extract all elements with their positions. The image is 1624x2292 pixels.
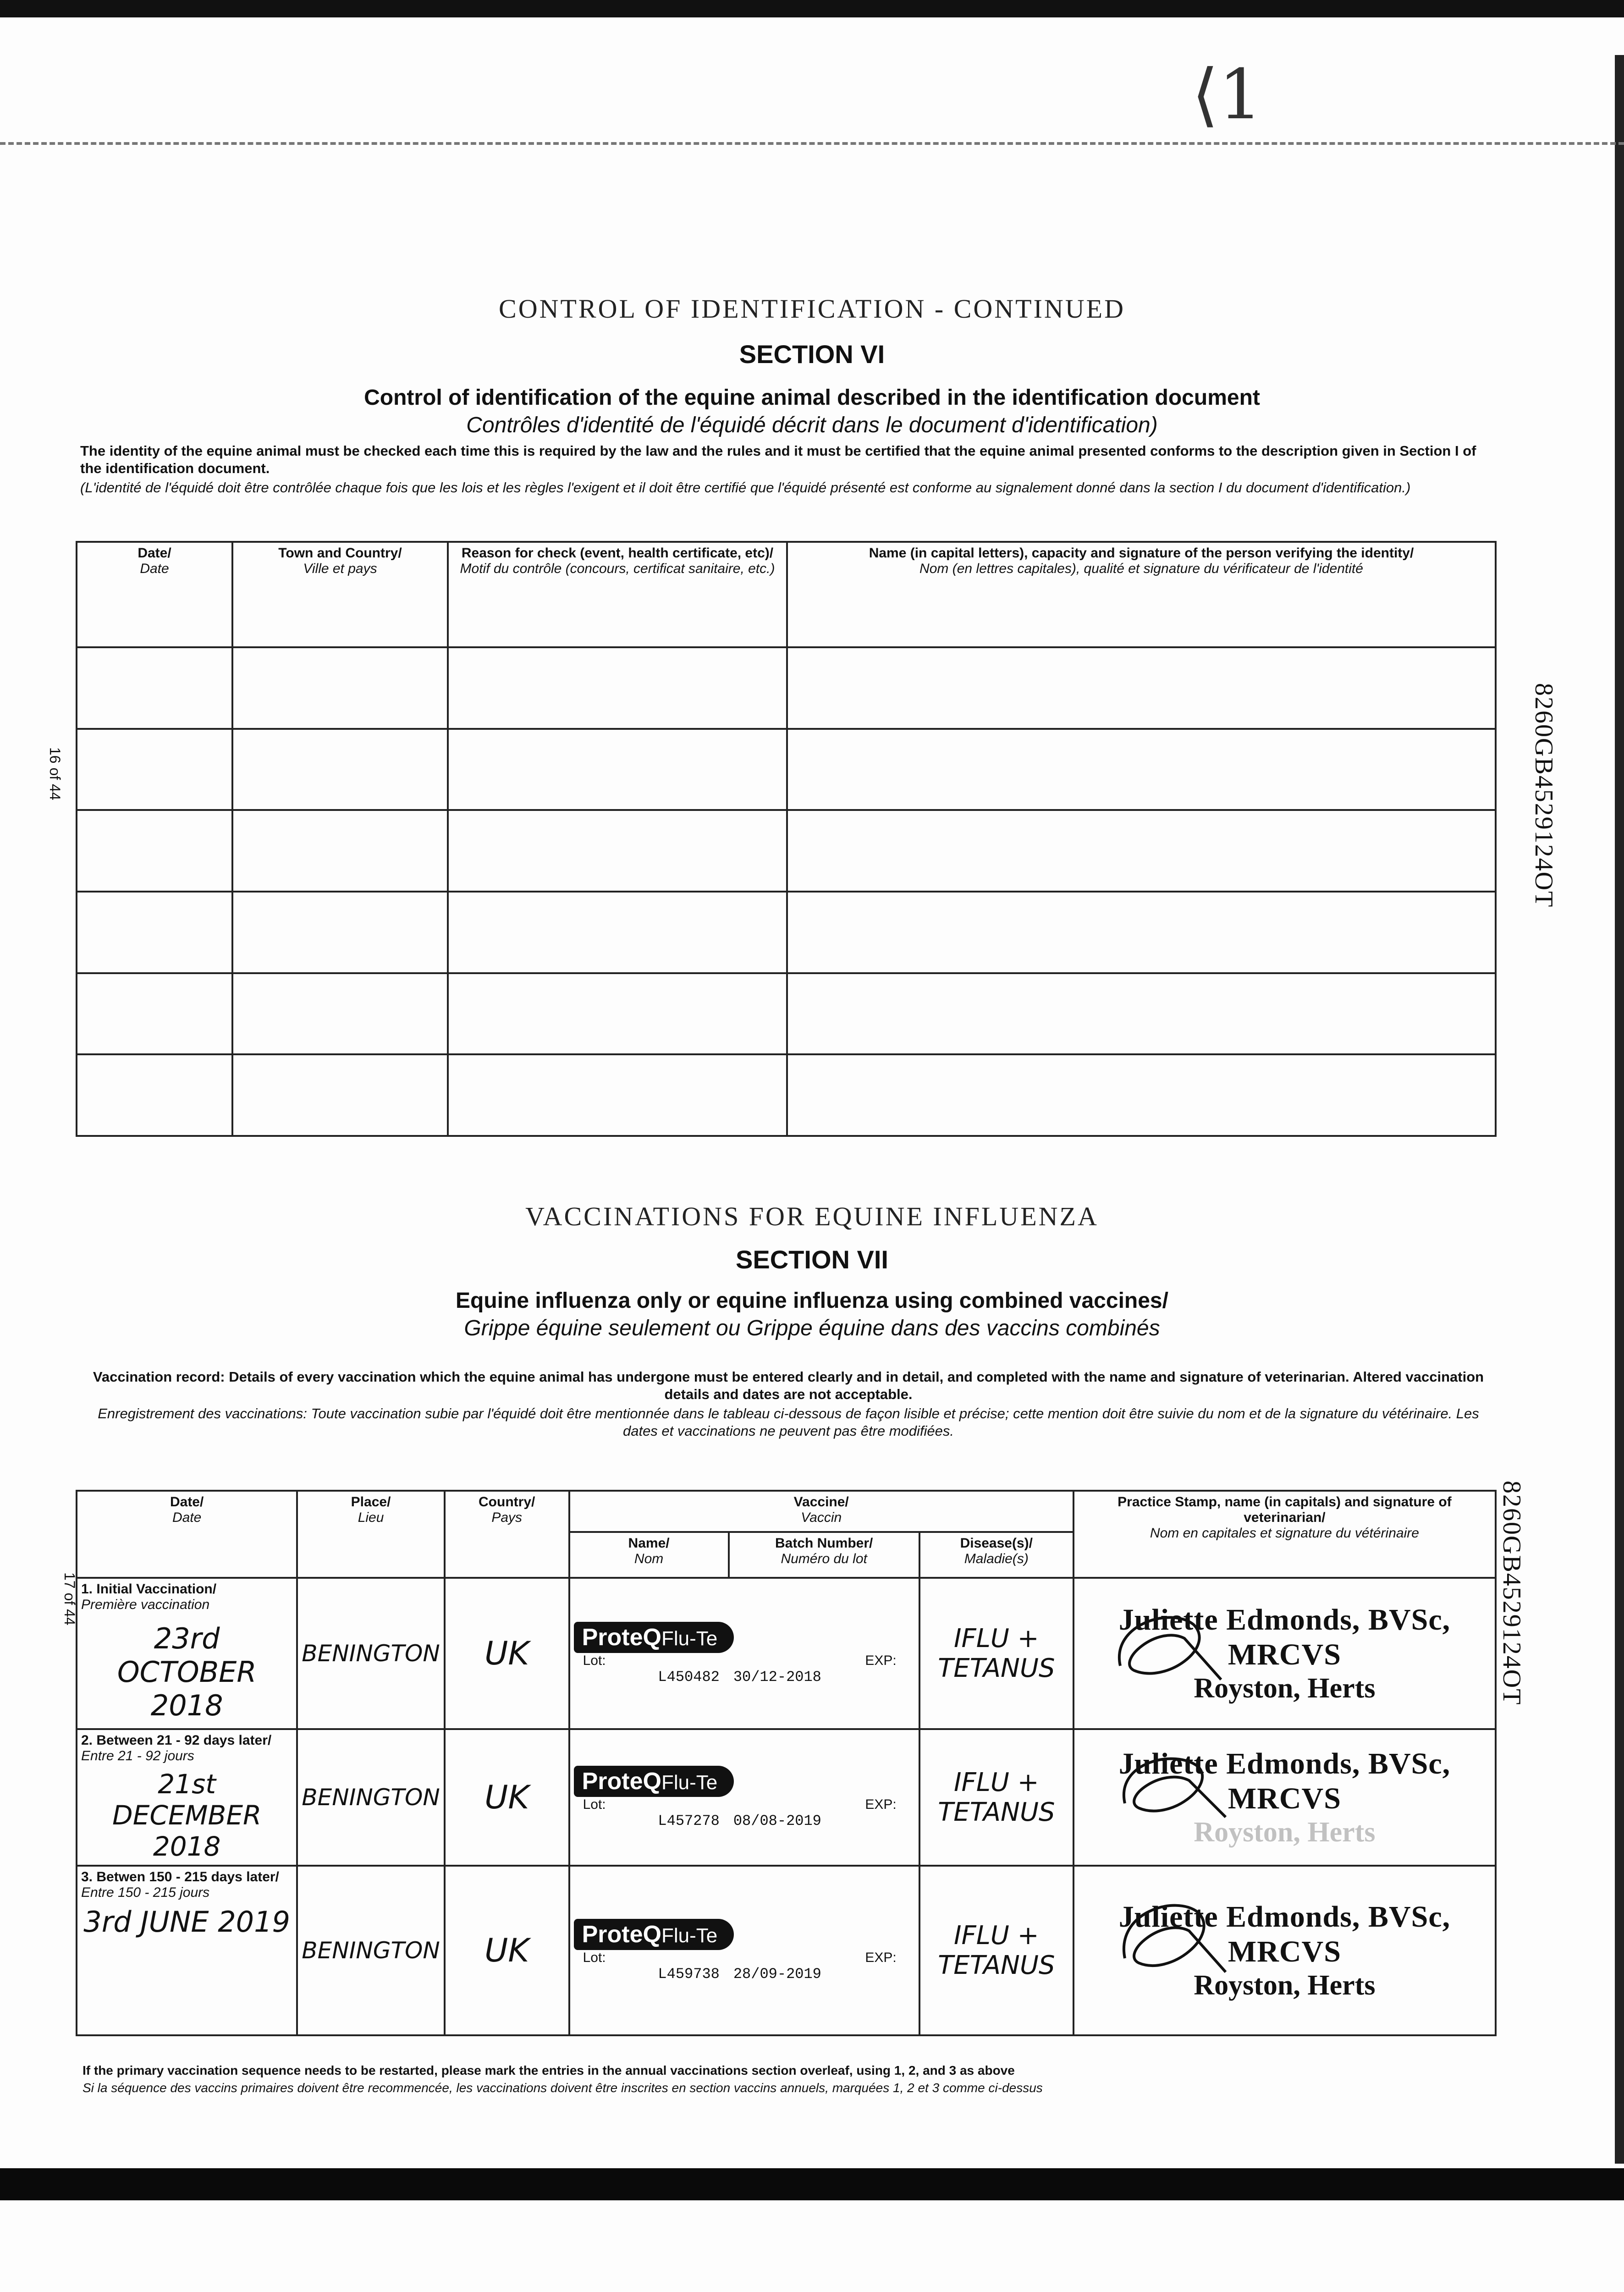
handwritten-disease: IFLU + TETANUS [938,1624,1055,1683]
vaccination-3-disease-cell[interactable] [919,1866,1073,2035]
scan-top-edge [0,0,1624,17]
col-vaccine-header: Vaccine/ Vaccin [569,1491,1073,1532]
cell-town[interactable] [232,729,448,810]
handwritten-place: BENINGTON [302,1784,440,1811]
vet-signature-icon [1102,1597,1239,1698]
handwritten-country: UK [484,1635,529,1672]
table-row [77,1578,1496,1729]
table-row [77,810,1496,892]
vaccination-2-place-cell[interactable] [297,1729,445,1866]
section7-subtitle-fr: Grippe équine seulement ou Grippe équine dans des vaccins combinés [464,1316,1160,1340]
table-row [77,892,1496,973]
cell-verifier[interactable] [787,892,1496,973]
section6-intro-en: The identity of the equine animal must be checked each time this is required by the law and the rules and it must be certified that the equine animal presented conforms to the description given in Section I of the identification document. [80,443,1476,476]
expiry-date: 08/08-2019 [733,1812,821,1829]
table-row [77,1729,1496,1866]
table-row [77,1866,1496,2035]
vaccination-1-disease-cell[interactable] [919,1578,1073,1729]
cell-date[interactable] [77,810,232,892]
cell-reason[interactable] [448,810,787,892]
vaccination-1-country-cell[interactable] [445,1578,569,1729]
vet-stamp-town: Royston, Herts [1194,1816,1376,1848]
cell-verifier[interactable] [787,973,1496,1055]
section6-title: SECTION VI [739,340,885,369]
table-header-row [77,1491,1496,1532]
scan-bottom-edge [0,2168,1624,2200]
cell-verifier[interactable] [787,1054,1496,1136]
cell-town[interactable] [232,647,448,729]
vet-stamp-name: Juliette Edmonds, BVSc, MRCVS [1118,1900,1451,1968]
handwritten-country: UK [484,1932,529,1969]
section7-title: SECTION VII [736,1245,888,1274]
vaccine-label-sticker: ProteQFlu-Te Lot: EXP: L450482 30/12-2018 [569,1578,919,1729]
handwritten-disease: IFLU + TETANUS [938,1921,1055,1980]
vaccination-3-place-cell[interactable] [297,1866,445,2035]
batch-number: L457278 [658,1812,720,1829]
section6-banner: CONTROL OF IDENTIFICATION - CONTINUED [499,294,1125,324]
batch-number: L459738 [658,1965,720,1983]
cell-reason[interactable] [448,647,787,729]
page-number-16: 16 of 44 [47,747,63,800]
handwritten-place: BENINGTON [302,1937,440,1964]
cell-date[interactable] [77,729,232,810]
cell-verifier[interactable] [787,729,1496,810]
identification-check-table [76,541,1497,1137]
col-batch-header: Batch Number/ Numéro du lot [729,1532,919,1578]
col-date-header: Date/ Date [77,1491,297,1578]
col-reason-header: Reason for check (event, health certificate, etc)/ Motif du contrôle (concours, certificat sanitaire, etc.) [448,542,787,647]
col-place-header: Place/ Lieu [297,1491,445,1578]
cell-reason[interactable] [448,729,787,810]
vaccination-1-practice-cell[interactable] [1073,1578,1496,1729]
vet-stamp-town: Royston, Herts [1194,1969,1376,2001]
vet-stamp-town: Royston, Herts [1194,1672,1376,1704]
table-row [77,647,1496,729]
page-number-17: 17 of 44 [61,1572,78,1625]
table-row [77,1054,1496,1136]
handwritten-date: 23rd OCTOBER 2018 [117,1622,257,1722]
cell-reason[interactable] [448,1054,787,1136]
vaccination-1-place-cell[interactable] [297,1578,445,1729]
vaccination-3-practice-cell[interactable] [1073,1866,1496,2035]
cell-reason[interactable] [448,892,787,973]
col-town-header: Town and Country/ Ville et pays [232,542,448,647]
section6-subtitle-fr: Contrôles d'identité de l'équidé décrit dans le document d'identification) [466,413,1158,437]
table-header-row [77,542,1496,647]
footnote-en: If the primary vaccination sequence needs to be restarted, please mark the entries in the annual vaccinations section overleaf, using 1, 2, and 3 as above [83,2063,1015,2077]
expiry-date: 30/12-2018 [733,1668,821,1686]
table-row [77,973,1496,1055]
handwritten-page-mark: ⟨1 [1192,55,1262,135]
vaccination-3-date-cell[interactable]: 3. Betwen 150 - 215 days later/ Entre 150 - 215 jours 3rd JUNE 2019 [77,1866,297,2035]
vaccine-brand: ProteQFlu-Te [574,1622,734,1653]
handwritten-place: BENINGTON [302,1640,440,1667]
col-disease-header: Disease(s)/ Maladie(s) [919,1532,1073,1578]
col-country-header: Country/ Pays [445,1491,569,1578]
vet-stamp-name: Juliette Edmonds, BVSc, MRCVS [1118,1603,1451,1671]
vaccination-2-practice-cell[interactable] [1073,1729,1496,1866]
col-date-header: Date/ Date [77,542,232,647]
handwritten-date: 21st DECEMBER 2018 [112,1769,262,1862]
col-verifier-header: Name (in capital letters), capacity and signature of the person verifying the identity/ Nom (en lettres capitales), qualité et signature du vérificateur de l'identité [787,542,1496,647]
cell-town[interactable] [232,973,448,1055]
cell-reason[interactable] [448,973,787,1055]
vaccine-label-sticker: ProteQFlu-Te Lot: EXP: L457278 08/08-2019 [569,1729,919,1866]
vaccine-brand: ProteQFlu-Te [574,1766,734,1797]
col-practice-header: Practice Stamp, name (in capitals) and signature of veterinarian/ Nom en capitales et signature du vétérinaire [1073,1491,1496,1578]
vaccination-record-fr: Enregistrement des vaccinations: Toute vaccination subie par l'équidé doit être mentionnée dans le tableau ci-dessous de façon lisible et précise; cette mention doit être suivie du nom et de la signature du vétérinaire. Les dates et vaccinations ne peuvent pas être modifiées. [98,1405,1479,1439]
section7-banner: VACCINATIONS FOR EQUINE INFLUENZA [525,1201,1099,1231]
vaccine-label-sticker: ProteQFlu-Te Lot: EXP: L459738 28/09-2019 [569,1866,919,2035]
cell-date[interactable] [77,1054,232,1136]
cell-date[interactable] [77,892,232,973]
section7-subtitle: Equine influenza only or equine influenza using combined vaccines/ [456,1289,1168,1313]
vet-stamp-name: Juliette Edmonds, BVSc, MRCVS [1118,1747,1451,1815]
cell-verifier[interactable] [787,647,1496,729]
batch-number: L450482 [658,1668,720,1686]
vaccination-2-country-cell[interactable] [445,1729,569,1866]
cell-town[interactable] [232,892,448,973]
handwritten-date: 3rd JUNE 2019 [83,1905,290,1939]
handwritten-disease: IFLU + TETANUS [938,1768,1055,1827]
cell-date[interactable] [77,973,232,1055]
table-row [77,729,1496,810]
vaccination-table [76,1490,1497,2036]
section6-intro-fr: (L'identité de l'équidé doit être contrôlée chaque fois que les lois et les règles l'exigent et il doit être certifié que l'équidé présenté est conforme au signalement donné dans la section I du document d'identification.) [80,479,1411,496]
vaccination-3-country-cell[interactable] [445,1866,569,2035]
vaccination-record-en: Vaccination record: Details of every vaccination which the equine animal has undergone must be entered clearly and in detail, and completed with the name and signature of veterinarian. Altered vaccination details and dates are not acceptable. [93,1369,1484,1402]
vaccination-2-disease-cell[interactable] [919,1729,1073,1866]
section6-subtitle: Control of identification of the equine animal described in the identification document [364,386,1260,410]
cell-town[interactable] [232,810,448,892]
cell-town[interactable] [232,1054,448,1136]
vaccine-brand: ProteQFlu-Te [574,1919,734,1950]
vaccination-1-date-cell[interactable]: 1. Initial Vaccination/ Première vaccination 23rd OCTOBER 2018 [77,1578,297,1729]
side-document-code-upper: 8260GB4529124OT [1530,683,1558,908]
vet-signature-icon [1107,1885,1244,1995]
cell-verifier[interactable] [787,810,1496,892]
expiry-date: 28/09-2019 [733,1965,821,1983]
vaccination-2-date-cell[interactable]: 2. Between 21 - 92 days later/ Entre 21 - 92 jours 21st DECEMBER 2018 [77,1729,297,1866]
cell-date[interactable] [77,647,232,729]
perforation-line [0,142,1624,145]
side-document-code-lower: 8260GB4529124OT [1497,1481,1526,1706]
handwritten-country: UK [484,1779,529,1816]
col-vaccine-name-header: Name/ Nom [569,1532,729,1578]
footnote-fr: Si la séquence des vaccins primaires doivent être recommencée, les vaccinations doivent être inscrites en section vaccins annuels, marquées 1, 2 et 3 comme ci-dessus [83,2081,1043,2095]
scan-right-edge [1615,55,1624,2164]
